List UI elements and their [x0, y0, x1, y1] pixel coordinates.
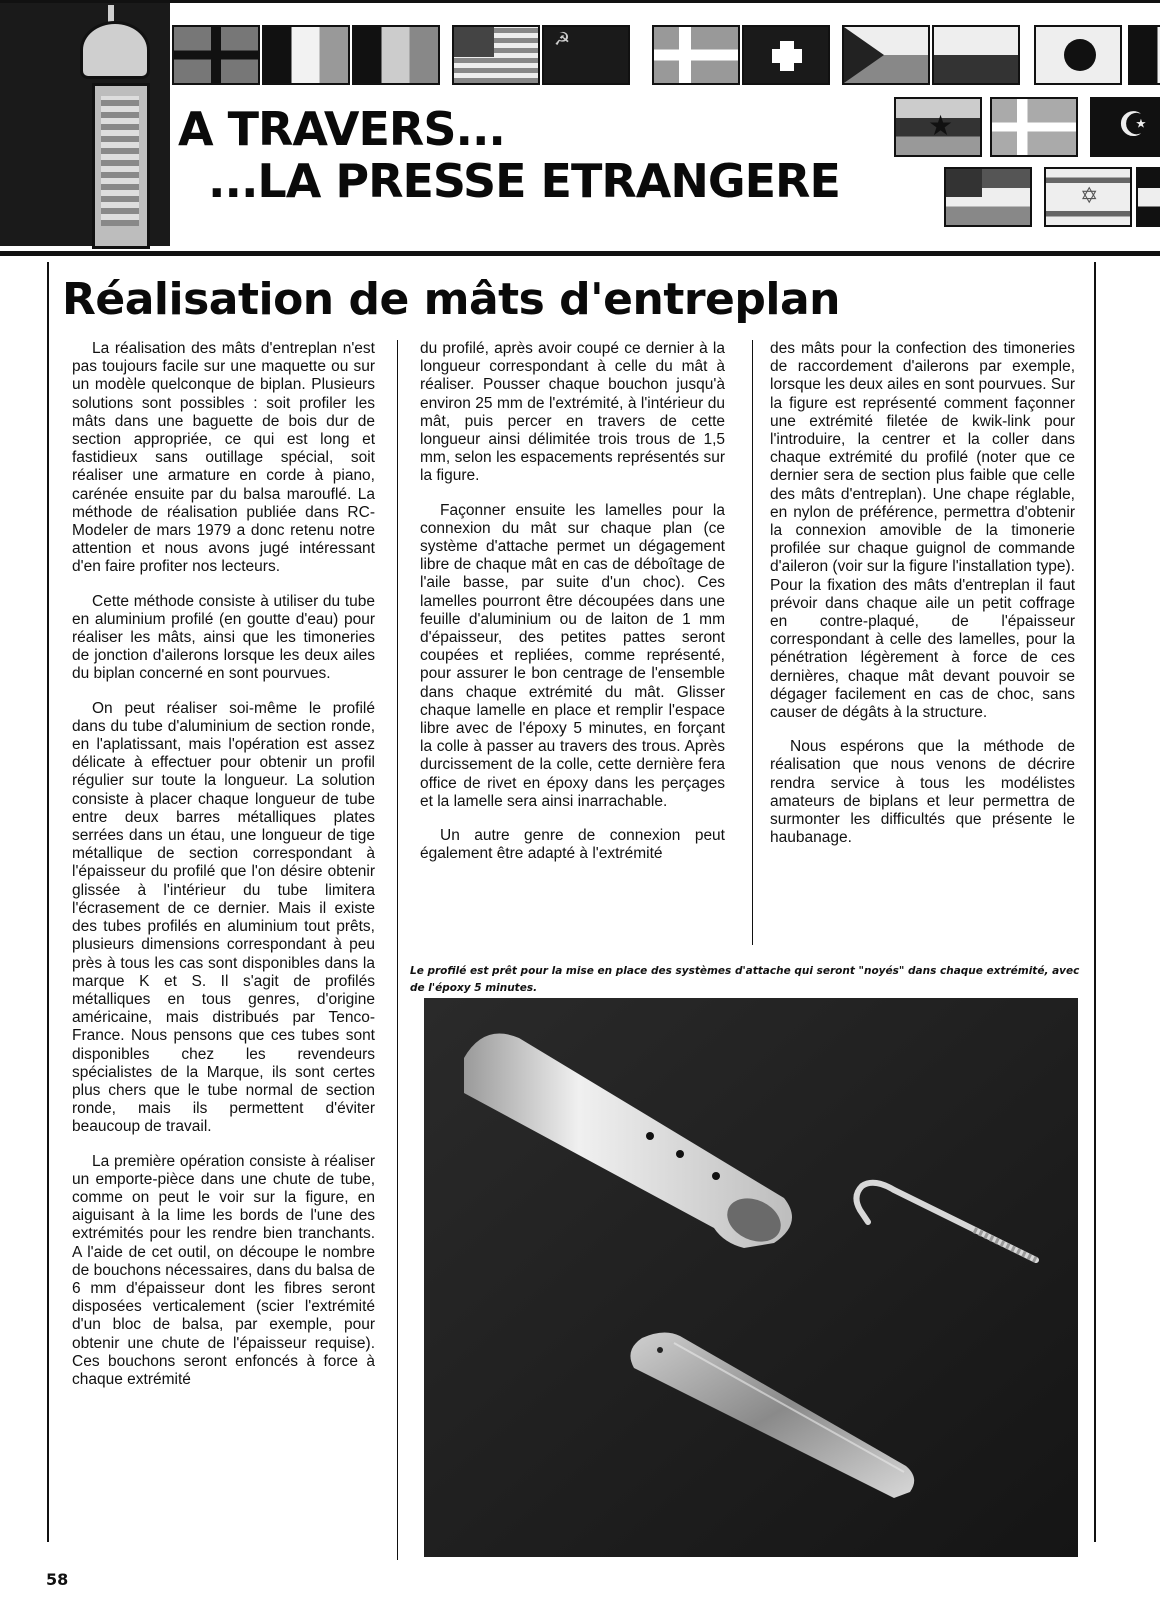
article-column-2: [420, 340, 725, 879]
flag-south-africa: [944, 167, 1032, 227]
article-column-3: [770, 340, 1075, 863]
paragraph: Cette méthode consiste à utiliser du tube en aluminium profilé (en goutte d'eau) pour réaliser les mâts, ainsi que les timoneries de jonction d'ailerons lorsque les deux ailes du biplan concerné en sont pourvues.: [72, 592, 375, 683]
flag-israel: [1044, 167, 1132, 227]
banner-title-line1: A TRAVERS...: [178, 102, 505, 156]
flag-switzerland: [742, 25, 830, 85]
paragraph: La réalisation des mâts d'entreplan n'est pas toujours facile sur une maquette ou sur un modèle quelconque de biplan. Plusieurs solutions sont possibles : soit profiler les mâts dans une baguette de bois dur de section appropriée, ce qui est long et fastidieux sans outillage spécial, soit réaliser une armature en corde à piano, carénée ensuite par du balsa marouflé. La méthode de réalisation publiée dans RC-Modeler de mars 1979 a donc retenu notre attention et nous avons jugé intéressant d'en faire profiter nos lecteurs.: [72, 340, 375, 576]
flag-czechoslovakia: [842, 25, 930, 85]
flag-uk: [172, 25, 260, 85]
left-border-rule: [47, 262, 49, 1542]
flag-partial: [1128, 25, 1160, 85]
paragraph: Façonner ensuite les lamelles pour la connexion du mât sur chaque plan (ce système d'attache permet un dégagement libre de chaque mât en cas de déboîtage de l'aile basse, par suite d'un choc). Ces lamelles pourront être découpées dans une feuille d'aluminium ou de laiton de 1 mm d'épaisseur, des petites pattes seront coupées et repliées, comme représenté, pour assurer le bon centrage de l'ensemble dans chaque extrémité du mât. Glisser chaque lamelle en place et remplir l'espace libre avec de l'époxy 5 minutes, en forçant la colle à passer au travers des trous. Après durcissement de la colle, cette dernière fera office de rivet en époxy dans les perçages et la lamelle sera ainsi inarrachable.: [420, 501, 725, 810]
flag-belgium: [352, 25, 440, 85]
paragraph: Nous espérons que la méthode de réalisation que nous venons de décrire rendra service à tous les modélistes amateurs de biplans et leur permettra de surmonter les difficultés que présente le haubanage.: [770, 738, 1075, 847]
paragraph: La première opération consiste à réaliser un emporte-pièce dans une chute de tube, comme on peut le voir sur la figure, en aiguisant à la lime les bords de l'une des extrémités pour les rendre bien tranchants. A l'aide de cet outil, on découpe le nombre de bouchons nécessaires, dans du balsa de 6 mm d'épaisseur dont les fibres seront disposées verticalement (scier l'extrémité d'un bloc de balsa, par exemple, pour obtenir une chute de l'épaisseur requise). Ces bouchons seront enfoncés à force à chaque extrémité: [72, 1152, 375, 1388]
column-divider: [397, 340, 398, 1560]
article-column-1: [72, 340, 375, 1405]
flag-star: [894, 97, 982, 157]
flag-poland: [932, 25, 1020, 85]
paragraph: On peut réaliser soi-même le profilé dans du tube d'aluminium de section ronde, en l'aplatissant, mais l'opération est assez délicate à effectuer pour obtenir un profil régulier sur toute la longueur. La solution consiste à placer chaque longueur de tube entre deux barres métalliques plates serrées dans un étau, une longueur de tige métallique de section correspondant à l'épaisseur du profilé que l'on désire obtenir glissée à l'intérieur du tube limitera l'écrasement de ce dernier. Mais il existe des tubes profilés en aluminium tout prêts, plusieurs dimensions correspondant à peu près à tous les cas sont disponibles dans la marque K et S. Il s'agit de profilés métalliques en tous genres, d'origine américaine, mais distribués par Tenco-France. Nous pensons que ces tubes sont disponibles chez les revendeurs spécialistes de la Marque, ils sont certes plus chers que le tube normal de section ronde, mais ils permettent d'éviter beaucoup de travail.: [72, 699, 375, 1136]
paragraph: Un autre genre de connexion peut également être adapté à l'extrémité: [420, 827, 725, 863]
banner-title-line2: ...LA PRESSE ETRANGERE: [208, 154, 840, 208]
flag-partial-2: [1136, 167, 1160, 227]
flag-sweden: [652, 25, 740, 85]
page-number: 58: [46, 1570, 69, 1589]
column-divider: [752, 340, 753, 945]
flag-turkey: [1090, 97, 1160, 157]
article-headline: Réalisation de mâts d'entreplan: [62, 274, 840, 325]
right-border-rule: [1094, 262, 1096, 1542]
paragraph: du profilé, après avoir coupé ce dernier à la longueur correspondant à celle du mât à réaliser. Pousser chaque bouchon jusqu'à environ 25 mm de l'extrémité, à l'intérieur du mât, puis percer en travers de cette longueur ainsi délimitée trois trous de 1,5 mm, selon les espacements représentés sur la figure.: [420, 340, 725, 485]
flag-ussr: [542, 25, 630, 85]
minaret-illustration: [0, 3, 170, 246]
photo-caption: Le profilé est prêt pour la mise en place des systèmes d'attache qui seront "noyés" dans chaque extrémité, avec de l'époxy 5 minutes.: [410, 965, 1080, 994]
flag-usa: [452, 25, 540, 85]
flag-japan: [1034, 25, 1122, 85]
paragraph: des mâts pour la confection des timoneries de raccordement d'ailerons par exemple, lorsque les deux ailes en sont pourvues. Sur la figure est représenté comment façonner une extrémité filetée de kwik-link pour l'introduire, la centrer et la coller dans chaque extrémité du profilé (noter que ce dernier sera de section plus faible que celle des mâts d'entreplan). Une chape réglable, en nylon de préférence, permettra d'obtenir la connexion amovible de la timonerie profilée sur chaque guignol de commande d'aileron (voir sur la figure l'installation type). Pour la fixation des mâts d'entreplan il faut prévoir dans chaque aile un petit coffrage en contre-plaqué, de l'épaisseur correspondant à celle des lamelles, pour la pénétration légèrement à force de ces dernières, chaque mât devant pouvoir se dégager facilement en cas de choc, sans causer de dégâts à la structure.: [770, 340, 1076, 722]
banner-title: [178, 103, 840, 207]
photo-profiled-strut: [424, 998, 1078, 1557]
flag-italy: [262, 25, 350, 85]
flag-norway: [990, 97, 1078, 157]
header-banner: [0, 0, 1160, 256]
